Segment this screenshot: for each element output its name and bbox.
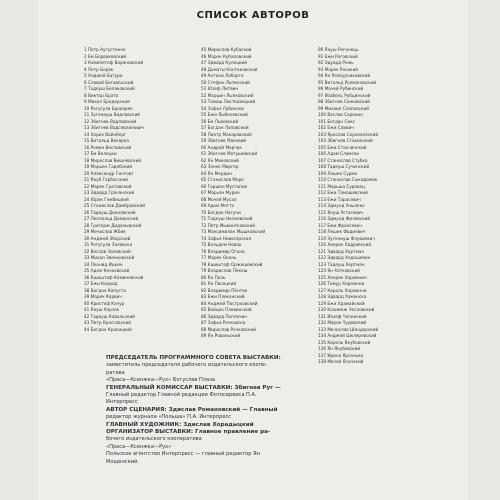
author-entry: 134 Анджей Шкляревский: [318, 333, 377, 338]
author-entry: 131 Йозеф Чопинский: [318, 313, 367, 319]
author-entry: 133 Мечислав Шандорский: [318, 326, 379, 332]
author-entry: 122 Эдвард Хедешевин: [318, 255, 371, 260]
credits-line: ОРГАНИЗАТОР ВЫСТАВКИ: Главное правление ра-: [106, 429, 271, 436]
author-entry: 29 Мечислав Жбик: [84, 229, 126, 234]
authors-column-2: [201, 47, 309, 340]
author-entry: 63 Зенек Миргер: [201, 164, 239, 169]
author-entry: 69 Адам Мятто: [201, 203, 235, 208]
author-entry: 90 Януш Рогинець: [318, 47, 359, 52]
author-entry: 14 Хорих Вайнберг: [84, 131, 127, 137]
author-entry: 42 Тадеуш Кавальский: [84, 313, 135, 319]
author-entry: 80 Ян Паль: [201, 274, 226, 280]
author-entry: 8 Виктор Брата: [84, 92, 119, 98]
author-entry: 72 Петр Мыкинтковский: [201, 222, 255, 228]
author-entry: 47 Эдвард Кулецкий: [201, 60, 247, 65]
author-entry: 125 Хенрик Хорманин: [318, 274, 367, 280]
author-entry: 124 Ян Хотковский: [318, 268, 361, 273]
author-entry: 57 Богдан Лоповский: [201, 125, 249, 130]
author-entry: 86 Эдвард Поплочин: [201, 313, 248, 319]
credits-block: [106, 355, 406, 466]
author-entry: 20 Александр Гинтовт: [84, 170, 134, 176]
author-entry: 22 Марек Гратовский: [84, 183, 132, 189]
author-entry: 1 Петр Аугустинек: [84, 47, 126, 52]
author-entry: 106 Адам Сломски: [318, 151, 360, 156]
author-entry: 135 Кароль Якубовский: [318, 339, 371, 345]
author-entry: 54 Зофья Лубински: [201, 105, 245, 111]
author-entry: 130 Казимеж Чесловский: [318, 307, 375, 312]
author-entry: 55 Ежи Лыбеневский: [201, 112, 248, 117]
author-entry: 129 Ежи Храмайский: [318, 300, 365, 306]
author-entry: 103 Ярослав Скрокалеский: [318, 131, 379, 137]
document-page: [38, 0, 468, 500]
author-entry: 75 Вольдем Новак: [201, 242, 242, 247]
author-entry: 99 Михаил Слоповский: [318, 105, 369, 111]
author-entry: 62 Ян Миковский: [201, 157, 239, 163]
author-entry: 67 Марьян Мурин: [201, 190, 240, 195]
author-entry: 83 Ежи Плеконский: [201, 294, 245, 299]
author-entry: 5 Анджей Батура: [84, 73, 123, 78]
credits-line: ратива: [106, 369, 125, 376]
author-entry: 112 Ежи Тамашевский: [318, 190, 368, 195]
author-entry: 33 Михал Звенковский: [84, 255, 135, 260]
author-entry: 10 Рогусула Брокарек: [84, 105, 133, 111]
author-entry: 44 Богдан Красицкий: [84, 326, 132, 332]
author-entry: 12 Збигнев Вадлавский: [84, 118, 137, 124]
author-entry: 51 Юзеф Литвин: [201, 86, 239, 91]
author-entry: 26 Тадеуш Дианевский: [84, 209, 136, 215]
author-entry: 126 Тимур Хорманни: [318, 281, 365, 286]
author-entry: 52 Марцин Лыпковский: [201, 92, 254, 98]
author-entry: 108 Тадеуш Сучинский: [318, 164, 370, 169]
author-entry: 120 Хенрик Хадровский: [318, 242, 372, 247]
author-entry: 97 Изабель Рубцинский: [318, 92, 371, 98]
credits-line: редактор журнала «Польша» П.А. Интерпресс: [106, 414, 232, 421]
author-entry: 88 Мирослав Рочковский: [201, 326, 256, 332]
author-entry: 58 Пиотр Макаровский: [201, 131, 252, 137]
author-entry: 31 Рогусула Залевска: [84, 242, 133, 247]
author-entry: 41 Януш Кэрзак: [84, 307, 120, 312]
author-entry: 34 Леонид Ицкин: [84, 261, 123, 267]
author-entry: 89 Ян Рованьский: [201, 333, 241, 338]
author-entry: 101 Богдан Сикс: [318, 118, 355, 124]
author-entry: 123 Тадеуш Хертман: [318, 261, 365, 267]
author-entry: 3 Камилетоф Вороновский: [84, 60, 144, 65]
author-entry: 45 Мирослав Кубаский: [201, 47, 252, 52]
author-entry: 13 Збигнев Вадсевлинович: [84, 125, 145, 130]
author-entry: 132 Марек Чудовский: [318, 320, 367, 325]
author-entry: 137 Ирина Ярсенька: [318, 352, 364, 358]
credits-line: «Праса—Ксенжка—Рух» Богуслав Плаза: [106, 377, 216, 384]
author-entry: 49 Антони Лобарта: [201, 73, 244, 78]
credits-line: бочего издательского кооператива: [106, 436, 202, 443]
author-entry: 2 Ем Борваковский: [84, 53, 127, 59]
author-entry: 74 Зофья Новосерская: [201, 235, 251, 241]
author-entry: 56 Ем Львовский: [201, 118, 239, 124]
author-entry: 35 Адам Кочковский: [84, 268, 130, 273]
author-entry: 27 Леопольд Доманский: [84, 216, 139, 221]
author-entry: 98 Збигнев Санковский: [318, 99, 371, 104]
credits-line: Польское агентство Интерпресс — главный редактор Ян: [106, 451, 261, 458]
author-entry: 92 Эдуард Рожь: [318, 60, 354, 65]
author-entry: 50 Стефан Льпинский: [201, 79, 250, 85]
credits-line: ГЛАВНЫЙ ХУДОЖНИК: Здислав Хорадыцкий: [106, 421, 254, 428]
author-entry: 119 Эугениуш Флувиевич: [318, 235, 375, 241]
author-entry: 71 Тадеуш Несмевский: [201, 216, 253, 221]
author-entry: 40 Кристоф Качур: [84, 300, 125, 306]
author-entry: 102 Ежи Сливич: [318, 125, 354, 130]
authors-column-3: [318, 47, 426, 366]
author-entry: 32 Веслав Залевский: [84, 248, 131, 254]
authors-column-1: [84, 47, 192, 333]
author-entry: 46 Марек Кубаловский: [201, 53, 252, 59]
author-entry: 114 Эдмунд Унылеко: [318, 203, 365, 208]
author-entry: 24 Юрек Гембицкий: [84, 196, 129, 202]
author-entry: 36 Кшиштоф Коминевский: [84, 274, 144, 280]
author-entry: 64 Ян Мердин: [201, 170, 232, 176]
author-entry: 65 Станислав Моро: [201, 177, 244, 182]
author-entry: 118 Лешек Фадиевич: [318, 229, 366, 234]
author-entry: 61 Збигнев Матушевский: [201, 151, 258, 156]
author-entry: 23 Эдвард Грачанский: [84, 190, 135, 195]
author-entry: 21 Якуб Гарбосский: [84, 177, 128, 182]
credits-line: «Праса—Ксенжка—Рух»: [106, 443, 172, 450]
author-entry: 76 Владимир Огана: [201, 248, 245, 254]
author-entry: 43 Петр Кроссовский: [84, 320, 131, 325]
author-entry: 91 Ежи Роговский: [318, 53, 358, 59]
author-entry: 70 Богдан Нагуни: [201, 209, 241, 215]
author-entry: 77 Марек Оконь: [201, 255, 237, 260]
author-entry: 79 Владислав Пекеш: [201, 268, 248, 273]
author-entry: 38 Богдан Капуста: [84, 287, 126, 293]
author-entry: 68 Мочей Мусал: [201, 196, 237, 202]
author-entry: 15 Витальд Векарка: [84, 138, 129, 143]
author-entry: 115 Януш Устасевич: [318, 209, 364, 215]
credits-line: Мощенский.: [106, 458, 139, 465]
author-entry: 96 Мачей Рубинский: [318, 86, 364, 91]
credits-line: Интерпресс: [106, 399, 138, 406]
author-entry: 105 Ежи Стахчинский: [318, 144, 367, 150]
author-entry: 93 Марек Росикий: [318, 66, 359, 72]
author-entry: 53 Томаш Листковецкий: [201, 99, 256, 104]
author-entry: 4 Петр Борак: [84, 66, 114, 72]
author-entry: 121 Эдвард Хартман: [318, 248, 365, 254]
author-entry: 84 Анджей Пострховский: [201, 300, 258, 306]
author-entry: 117 Ежи Фронсевич: [318, 222, 362, 228]
page-title: СПИСОК АВТОРОВ: [196, 10, 310, 21]
author-entry: 60 Андрей Марчак: [201, 144, 242, 150]
author-entry: 107 Станислав Стубко: [318, 157, 368, 163]
author-entry: 110 Станислав Сыкадомов: [318, 177, 378, 182]
credits-line: АВТОР СЦЕНАРИЯ: Здислав Романовский — Главный: [106, 406, 278, 413]
author-entry: 109 Лешек Сурма: [318, 170, 358, 176]
author-entry: 9 Михал Бродерский: [84, 99, 130, 104]
author-entry: 138 Мачей Ясонский: [318, 359, 364, 364]
author-entry: 30 Анджей Зборский: [84, 235, 131, 241]
author-entry: 11 Зугениуш Вадлавский: [84, 112, 141, 117]
author-entry: 95 Витольд Ролмановский: [318, 79, 377, 85]
credits-line: ГЕНЕРАЛЬНЫЙ КОМИССАР ВЫСТАВКИ: Збигнев Руг —: [106, 384, 281, 391]
author-entry: 17 Ем Велецки: [84, 151, 117, 156]
author-entry: 78 Кшиштоф Оржешевский: [201, 261, 263, 267]
credits-line: Главный редактор Главной редакции Фотосервиса П.А.: [106, 392, 257, 399]
author-entry: 82 Владимир Пёнтек: [201, 287, 248, 293]
author-entry: 85 Войцех Плевинский: [201, 307, 252, 312]
credits-line: ПРЕДСЕДАТЕЛЬ ПРОГРАММНОГО СОВЕТА ВЫСТАВКИ:: [106, 355, 281, 361]
author-entry: 87 Зофья Рочковска: [201, 320, 246, 325]
author-entry: 73 Максимилан Мышковский: [201, 229, 266, 234]
author-entry: 94 Ян Ролкурнаковский: [318, 73, 371, 78]
author-entry: 81 Ян Пасецкий: [201, 281, 237, 286]
author-entry: 128 Эдвард Хаманска: [318, 294, 367, 299]
credits-line: заместитель председателя рабочего издательского коопе-: [106, 362, 267, 369]
author-entry: 127 Кароль Хорманни: [318, 287, 367, 293]
author-entry: 104 Збигнев Стахинский: [318, 138, 373, 143]
author-entry: 37 Ежи Конрад: [84, 281, 118, 286]
author-entry: 100 Веслав Сорокин: [318, 112, 363, 117]
author-entry: 111 Марьша Суровец: [318, 183, 365, 189]
author-entry: 39 Марек Карвич: [84, 294, 122, 299]
author-entry: 7 Тадеуш Белаковский: [84, 86, 135, 91]
author-entry: 136 Ян Якубовский: [318, 346, 361, 351]
author-entry: 18 Мирослав Вишневский: [84, 157, 142, 163]
author-entry: 116 Эдмунд Филевский: [318, 216, 371, 221]
author-entry: 16 Роман Весловский: [84, 144, 132, 150]
author-entry: 28 Григорж Диданывский: [84, 222, 142, 228]
author-entry: 113 Ежи Тарасевич: [318, 196, 361, 202]
author-entry: 59 Збигнев Макевий: [201, 138, 247, 143]
author-entry: 19 Марьян Гадебский: [84, 164, 133, 169]
author-entry: 66 Гершон Мустапик: [201, 183, 248, 189]
author-entry: 6 Славой Бегавльский: [84, 79, 134, 85]
author-entry: 48 Доматы Контаковский: [201, 66, 258, 72]
author-entry: 25 Станислав Дамбровский: [84, 203, 145, 208]
